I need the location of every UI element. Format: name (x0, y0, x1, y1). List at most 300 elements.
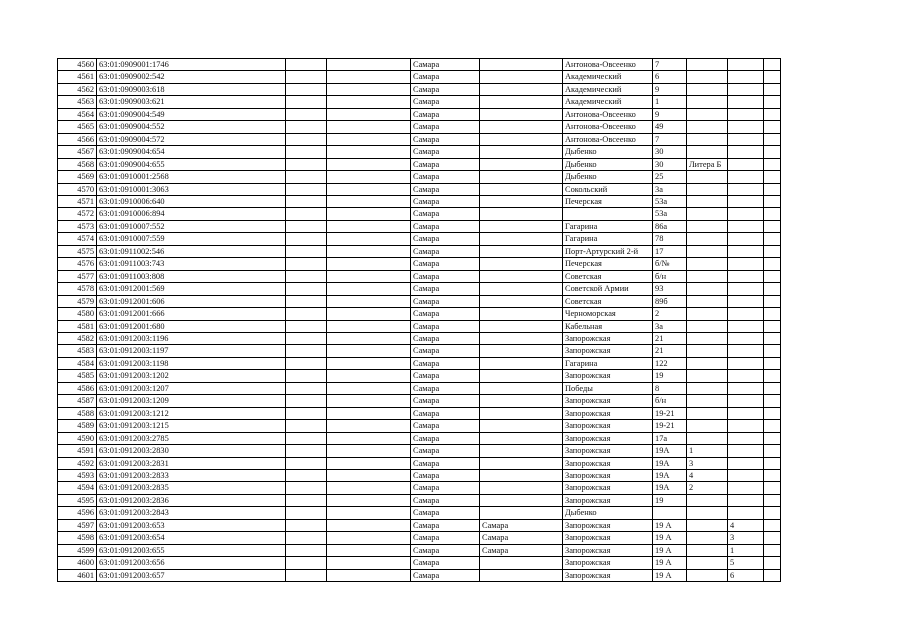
blank-cell (327, 195, 411, 207)
cadastral-number-cell: 63:01:0910007:552 (97, 220, 286, 232)
cadastral-number-cell: 63:01:0912003:1207 (97, 382, 286, 394)
blank-cell (327, 469, 411, 481)
locality-cell (480, 494, 563, 506)
blank-cell (764, 370, 781, 382)
house-cell: 25 (653, 171, 687, 183)
row-number-cell: 4599 (58, 544, 97, 556)
city-cell: Самара (411, 283, 480, 295)
locality-cell (480, 121, 563, 133)
blank-cell (327, 382, 411, 394)
flat-cell (728, 258, 764, 270)
blank-cell (764, 233, 781, 245)
table-row (58, 457, 781, 469)
blank-cell (764, 395, 781, 407)
cadastral-number-cell: 63:01:0912001:606 (97, 295, 286, 307)
house-cell: б/№ (653, 258, 687, 270)
blank-cell (286, 382, 327, 394)
blank-cell (286, 121, 327, 133)
locality-cell (480, 457, 563, 469)
street-cell: Запорожская (563, 482, 653, 494)
cadastral-number-cell: 63:01:0912001:680 (97, 320, 286, 332)
cadastral-number-cell: 63:01:0911003:743 (97, 258, 286, 270)
cadastral-number-cell: 63:01:0909001:1746 (97, 59, 286, 71)
flat-cell (728, 332, 764, 344)
table-row (58, 569, 781, 581)
blank-cell (764, 208, 781, 220)
locality-cell (480, 83, 563, 95)
building-cell (687, 308, 728, 320)
street-cell: Запорожская (563, 557, 653, 569)
blank-cell (327, 96, 411, 108)
blank-cell (764, 295, 781, 307)
flat-cell (728, 158, 764, 170)
building-cell (687, 121, 728, 133)
table-row (58, 233, 781, 245)
blank-cell (764, 258, 781, 270)
house-cell: б/н (653, 270, 687, 282)
blank-cell (764, 183, 781, 195)
building-cell (687, 494, 728, 506)
flat-cell (728, 183, 764, 195)
locality-cell (480, 71, 563, 83)
flat-cell (728, 345, 764, 357)
building-cell (687, 357, 728, 369)
row-number-cell: 4563 (58, 96, 97, 108)
building-cell (687, 382, 728, 394)
cadastral-number-cell: 63:01:0910001:2568 (97, 171, 286, 183)
table-row (58, 482, 781, 494)
locality-cell (480, 320, 563, 332)
flat-cell (728, 507, 764, 519)
blank-cell (286, 258, 327, 270)
house-cell: 19 А (653, 532, 687, 544)
data-table (57, 58, 781, 582)
house-cell: 78 (653, 233, 687, 245)
locality-cell (480, 370, 563, 382)
table-row (58, 71, 781, 83)
street-cell: Порт-Артурский 2-й (563, 245, 653, 257)
blank-cell (327, 569, 411, 581)
row-number-cell: 4598 (58, 532, 97, 544)
blank-cell (764, 569, 781, 581)
row-number-cell: 4582 (58, 332, 97, 344)
cadastral-number-cell: 63:01:0912001:569 (97, 283, 286, 295)
flat-cell (728, 382, 764, 394)
row-number-cell: 4581 (58, 320, 97, 332)
building-cell (687, 258, 728, 270)
street-cell: Академический (563, 96, 653, 108)
row-number-cell: 4564 (58, 108, 97, 120)
street-cell: Сокольский (563, 183, 653, 195)
row-number-cell: 4601 (58, 569, 97, 581)
flat-cell (728, 146, 764, 158)
city-cell: Самара (411, 357, 480, 369)
street-cell: Антонова-Овсеенко (563, 59, 653, 71)
house-cell: 19 А (653, 557, 687, 569)
flat-cell (728, 420, 764, 432)
blank-cell (286, 146, 327, 158)
city-cell: Самара (411, 395, 480, 407)
cadastral-number-cell: 63:01:0909003:621 (97, 96, 286, 108)
blank-cell (764, 59, 781, 71)
blank-cell (286, 544, 327, 556)
blank-cell (286, 270, 327, 282)
cadastral-number-cell: 63:01:0912003:2833 (97, 469, 286, 481)
street-cell (563, 208, 653, 220)
building-cell (687, 507, 728, 519)
street-cell: Академический (563, 71, 653, 83)
city-cell: Самара (411, 183, 480, 195)
building-cell (687, 195, 728, 207)
building-cell (687, 59, 728, 71)
building-cell (687, 320, 728, 332)
city-cell: Самара (411, 407, 480, 419)
row-number-cell: 4588 (58, 407, 97, 419)
blank-cell (764, 445, 781, 457)
street-cell: Кабельная (563, 320, 653, 332)
cadastral-number-cell: 63:01:0912003:653 (97, 519, 286, 531)
blank-cell (327, 270, 411, 282)
blank-cell (764, 283, 781, 295)
street-cell: Антонова-Овсеенко (563, 121, 653, 133)
row-number-cell: 4562 (58, 83, 97, 95)
blank-cell (764, 420, 781, 432)
blank-cell (286, 133, 327, 145)
blank-cell (286, 71, 327, 83)
blank-cell (286, 507, 327, 519)
cadastral-number-cell: 63:01:0910006:894 (97, 208, 286, 220)
city-cell: Самара (411, 158, 480, 170)
blank-cell (286, 345, 327, 357)
blank-cell (764, 133, 781, 145)
cadastral-number-cell: 63:01:0909004:572 (97, 133, 286, 145)
city-cell: Самара (411, 295, 480, 307)
table-row (58, 332, 781, 344)
blank-cell (327, 432, 411, 444)
row-number-cell: 4594 (58, 482, 97, 494)
city-cell: Самара (411, 569, 480, 581)
row-number-cell: 4583 (58, 345, 97, 357)
table-row (58, 133, 781, 145)
house-cell: 19А (653, 469, 687, 481)
city-cell: Самара (411, 195, 480, 207)
building-cell (687, 295, 728, 307)
blank-cell (286, 519, 327, 531)
street-cell: Запорожская (563, 445, 653, 457)
row-number-cell: 4568 (58, 158, 97, 170)
cadastral-number-cell: 63:01:0912003:2836 (97, 494, 286, 506)
cadastral-number-cell: 63:01:0909004:552 (97, 121, 286, 133)
street-cell: Запорожская (563, 395, 653, 407)
table-row (58, 507, 781, 519)
city-cell: Самара (411, 494, 480, 506)
row-number-cell: 4597 (58, 519, 97, 531)
table-row (58, 395, 781, 407)
blank-cell (764, 108, 781, 120)
building-cell (687, 233, 728, 245)
flat-cell (728, 133, 764, 145)
city-cell: Самара (411, 308, 480, 320)
blank-cell (286, 195, 327, 207)
spreadsheet (57, 58, 781, 582)
flat-cell (728, 457, 764, 469)
table-row (58, 146, 781, 158)
blank-cell (327, 420, 411, 432)
flat-cell (728, 71, 764, 83)
table-row (58, 308, 781, 320)
blank-cell (764, 544, 781, 556)
building-cell (687, 171, 728, 183)
street-cell: Гагарина (563, 357, 653, 369)
table-row (58, 295, 781, 307)
street-cell: Советская (563, 295, 653, 307)
house-cell: 19А (653, 482, 687, 494)
blank-cell (286, 494, 327, 506)
cadastral-number-cell: 63:01:0912003:1209 (97, 395, 286, 407)
house-cell: 49 (653, 121, 687, 133)
city-cell: Самара (411, 532, 480, 544)
house-cell: 7 (653, 133, 687, 145)
blank-cell (764, 146, 781, 158)
blank-cell (327, 283, 411, 295)
blank-cell (764, 519, 781, 531)
row-number-cell: 4589 (58, 420, 97, 432)
street-cell: Дыбенко (563, 146, 653, 158)
flat-cell (728, 121, 764, 133)
blank-cell (327, 171, 411, 183)
city-cell: Самара (411, 320, 480, 332)
table-row (58, 108, 781, 120)
blank-cell (764, 457, 781, 469)
building-cell (687, 544, 728, 556)
flat-cell (728, 370, 764, 382)
row-number-cell: 4595 (58, 494, 97, 506)
house-cell: 19-21 (653, 407, 687, 419)
table-row (58, 183, 781, 195)
blank-cell (327, 445, 411, 457)
cadastral-number-cell: 63:01:0912001:666 (97, 308, 286, 320)
row-number-cell: 4580 (58, 308, 97, 320)
blank-cell (327, 457, 411, 469)
flat-cell (728, 220, 764, 232)
city-cell: Самара (411, 519, 480, 531)
table-row (58, 469, 781, 481)
cadastral-number-cell: 63:01:0909004:549 (97, 108, 286, 120)
table-row (58, 532, 781, 544)
house-cell: 19 (653, 494, 687, 506)
blank-cell (764, 270, 781, 282)
table-row (58, 320, 781, 332)
row-number-cell: 4590 (58, 432, 97, 444)
blank-cell (327, 519, 411, 531)
blank-cell (764, 308, 781, 320)
blank-cell (764, 245, 781, 257)
house-cell: 86а (653, 220, 687, 232)
blank-cell (327, 507, 411, 519)
flat-cell (728, 270, 764, 282)
locality-cell (480, 482, 563, 494)
city-cell: Самара (411, 96, 480, 108)
table-row (58, 83, 781, 95)
locality-cell (480, 195, 563, 207)
blank-cell (286, 370, 327, 382)
building-cell (687, 71, 728, 83)
locality-cell (480, 295, 563, 307)
street-cell: Черноморская (563, 308, 653, 320)
blank-cell (764, 320, 781, 332)
building-cell (687, 83, 728, 95)
street-cell: Запорожская (563, 569, 653, 581)
locality-cell (480, 395, 563, 407)
table-row (58, 370, 781, 382)
locality-cell: Самара (480, 532, 563, 544)
house-cell: 19 (653, 370, 687, 382)
street-cell: Дыбенко (563, 171, 653, 183)
locality-cell (480, 283, 563, 295)
blank-cell (327, 133, 411, 145)
table-row (58, 270, 781, 282)
blank-cell (764, 332, 781, 344)
house-cell: 19 А (653, 519, 687, 531)
street-cell: Запорожская (563, 432, 653, 444)
blank-cell (764, 532, 781, 544)
blank-cell (327, 345, 411, 357)
cadastral-number-cell: 63:01:0912003:2835 (97, 482, 286, 494)
blank-cell (327, 233, 411, 245)
blank-cell (764, 482, 781, 494)
table-row (58, 432, 781, 444)
cadastral-number-cell: 63:01:0912003:1215 (97, 420, 286, 432)
blank-cell (764, 357, 781, 369)
flat-cell (728, 395, 764, 407)
cadastral-number-cell: 63:01:0911003:808 (97, 270, 286, 282)
blank-cell (327, 308, 411, 320)
blank-cell (327, 183, 411, 195)
row-number-cell: 4573 (58, 220, 97, 232)
locality-cell (480, 569, 563, 581)
locality-cell (480, 59, 563, 71)
table-row (58, 171, 781, 183)
building-cell (687, 108, 728, 120)
city-cell: Самара (411, 370, 480, 382)
row-number-cell: 4570 (58, 183, 97, 195)
table-row (58, 283, 781, 295)
street-cell: Запорожская (563, 420, 653, 432)
blank-cell (327, 395, 411, 407)
blank-cell (286, 445, 327, 457)
locality-cell (480, 420, 563, 432)
flat-cell (728, 171, 764, 183)
table-row (58, 445, 781, 457)
building-cell (687, 532, 728, 544)
locality-cell (480, 382, 563, 394)
blank-cell (327, 370, 411, 382)
locality-cell (480, 183, 563, 195)
blank-cell (327, 532, 411, 544)
city-cell: Самара (411, 133, 480, 145)
flat-cell (728, 283, 764, 295)
blank-cell (327, 407, 411, 419)
table-row (58, 245, 781, 257)
blank-cell (286, 308, 327, 320)
building-cell: 2 (687, 482, 728, 494)
flat-cell: 3 (728, 532, 764, 544)
house-cell: 19А (653, 457, 687, 469)
street-cell: Советская (563, 270, 653, 282)
street-cell: Гагарина (563, 220, 653, 232)
table-row (58, 345, 781, 357)
row-number-cell: 4566 (58, 133, 97, 145)
cadastral-number-cell: 63:01:0912003:1196 (97, 332, 286, 344)
locality-cell (480, 171, 563, 183)
cadastral-number-cell: 63:01:0910007:559 (97, 233, 286, 245)
table-row (58, 96, 781, 108)
flat-cell: 5 (728, 557, 764, 569)
locality-cell (480, 108, 563, 120)
city-cell: Самара (411, 382, 480, 394)
cadastral-number-cell: 63:01:0912003:1198 (97, 357, 286, 369)
flat-cell (728, 108, 764, 120)
cadastral-number-cell: 63:01:0912003:1202 (97, 370, 286, 382)
blank-cell (286, 208, 327, 220)
flat-cell (728, 83, 764, 95)
house-cell: 9 (653, 108, 687, 120)
locality-cell (480, 146, 563, 158)
blank-cell (764, 71, 781, 83)
cadastral-number-cell: 63:01:0912003:657 (97, 569, 286, 581)
city-cell: Самара (411, 445, 480, 457)
street-cell: Печерская (563, 258, 653, 270)
blank-cell (327, 71, 411, 83)
blank-cell (327, 208, 411, 220)
row-number-cell: 4569 (58, 171, 97, 183)
row-number-cell: 4593 (58, 469, 97, 481)
house-cell: 53а (653, 195, 687, 207)
street-cell: Антонова-Овсеенко (563, 108, 653, 120)
street-cell: Запорожская (563, 332, 653, 344)
house-cell: 21 (653, 345, 687, 357)
cadastral-number-cell: 63:01:0912003:2831 (97, 457, 286, 469)
flat-cell (728, 407, 764, 419)
blank-cell (764, 494, 781, 506)
blank-cell (764, 382, 781, 394)
building-cell (687, 332, 728, 344)
city-cell: Самара (411, 208, 480, 220)
cadastral-number-cell: 63:01:0910001:3063 (97, 183, 286, 195)
blank-cell (327, 158, 411, 170)
row-number-cell: 4585 (58, 370, 97, 382)
blank-cell (327, 258, 411, 270)
flat-cell (728, 320, 764, 332)
building-cell (687, 432, 728, 444)
table-row (58, 382, 781, 394)
city-cell: Самара (411, 457, 480, 469)
house-cell: 19-21 (653, 420, 687, 432)
blank-cell (286, 283, 327, 295)
house-cell: 2 (653, 308, 687, 320)
blank-cell (764, 507, 781, 519)
row-number-cell: 4584 (58, 357, 97, 369)
table-row (58, 494, 781, 506)
building-cell (687, 407, 728, 419)
building-cell (687, 557, 728, 569)
blank-cell (327, 146, 411, 158)
building-cell (687, 569, 728, 581)
row-number-cell: 4596 (58, 507, 97, 519)
blank-cell (764, 557, 781, 569)
city-cell: Самара (411, 245, 480, 257)
blank-cell (764, 432, 781, 444)
